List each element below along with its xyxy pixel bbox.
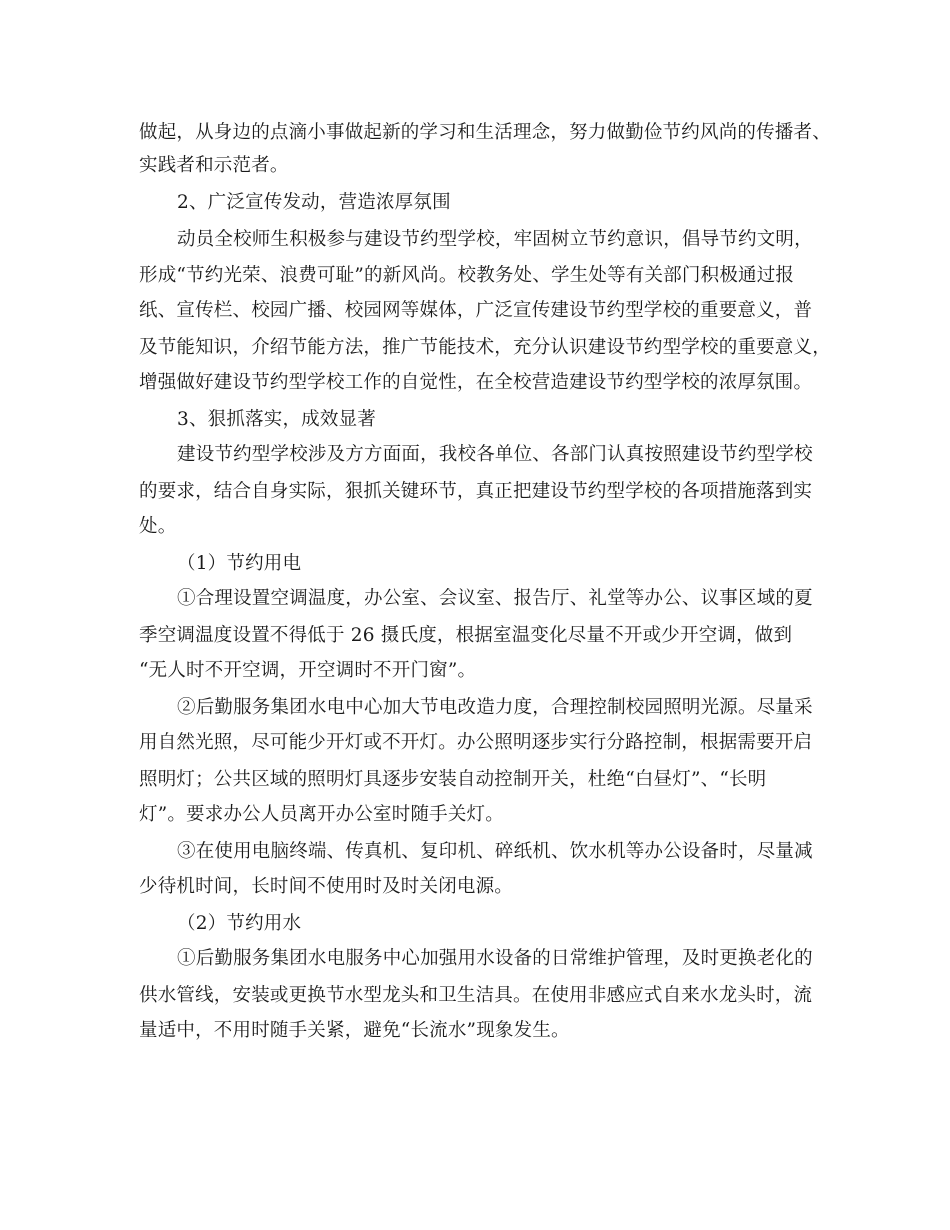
text-line: 的要求，结合自身实际，狠抓关键环节，真正把建设节约型学校的各项措施落到实 (139, 481, 813, 502)
text-line: 处。 (139, 516, 177, 537)
section-heading: 3、狠抓落实，成效显著 (177, 409, 376, 430)
text-line: 纸、宣传栏、校园广播、校园网等媒体，广泛宣传建设节约型学校的重要意义，普 (139, 300, 813, 321)
text-line: “无人时不开空调，开空调时不开门窗”。 (139, 660, 477, 681)
section-heading: 2、广泛宣传发动，营造浓厚氛围 (177, 192, 451, 213)
subsection-heading: （1）节约用电 (177, 553, 302, 574)
text-line: 形成“节约光荣、浪费可耻”的新风尚。校教务处、学生处等有关部门积极通过报 (139, 265, 795, 286)
text-line: 照明灯；公共区域的照明灯具逐步安装自动控制开关，杜绝“白昼灯”、“长明 (139, 769, 767, 790)
text-line: 季空调温度设置不得低于 26 摄氏度，根据室温变化尽量不开或少开空调，做到 (139, 625, 793, 646)
text-line: 及节能知识，介绍节能方法，推广节能技术，充分认识建设节约型学校的重要意义， (139, 337, 831, 358)
text-line: ①合理设置空调温度，办公室、会议室、报告厅、礼堂等办公、议事区域的夏 (177, 588, 813, 609)
text-line: 灯”。要求办公人员离开办公室时随手关灯。 (139, 804, 504, 825)
text-line: ①后勤服务集团水电服务中心加强用水设备的日常维护管理，及时更换老化的 (177, 948, 813, 969)
text-line: 增强做好建设节约型学校工作的自觉性，在全校营造建设节约型学校的浓厚氛围。 (139, 372, 813, 393)
text-line: 做起，从身边的点滴小事做起新的学习和生活理念，努力做勤俭节约风尚的传播者、 (139, 122, 831, 143)
text-line: 建设节约型学校涉及方方面面，我校各单位、各部门认真按照建设节约型学校 (177, 444, 813, 465)
text-line: ②后勤服务集团水电中心加大节电改造力度，合理控制校园照明光源。尽量采 (177, 697, 813, 718)
text-line: 实践者和示范者。 (139, 155, 289, 176)
text-line: 量适中，不用时随手关紧，避免“长流水”现象发生。 (139, 1020, 570, 1041)
subsection-heading: （2）节约用水 (177, 913, 302, 934)
text-line: 少待机时间，长时间不使用时及时关闭电源。 (139, 876, 514, 897)
text-line: 供水管线，安装或更换节水型龙头和卫生洁具。在使用非感应式自来水龙头时，流 (139, 985, 813, 1006)
text-line: ③在使用电脑终端、传真机、复印机、碎纸机、饮水机等办公设备时，尽量减 (177, 841, 813, 862)
text-line: 用自然光照，尽可能少开灯或不开灯。办公照明逐步实行分路控制，根据需要开启 (139, 732, 813, 753)
text-line: 动员全校师生积极参与建设节约型学校，牢固树立节约意识，倡导节约文明， (177, 229, 813, 250)
